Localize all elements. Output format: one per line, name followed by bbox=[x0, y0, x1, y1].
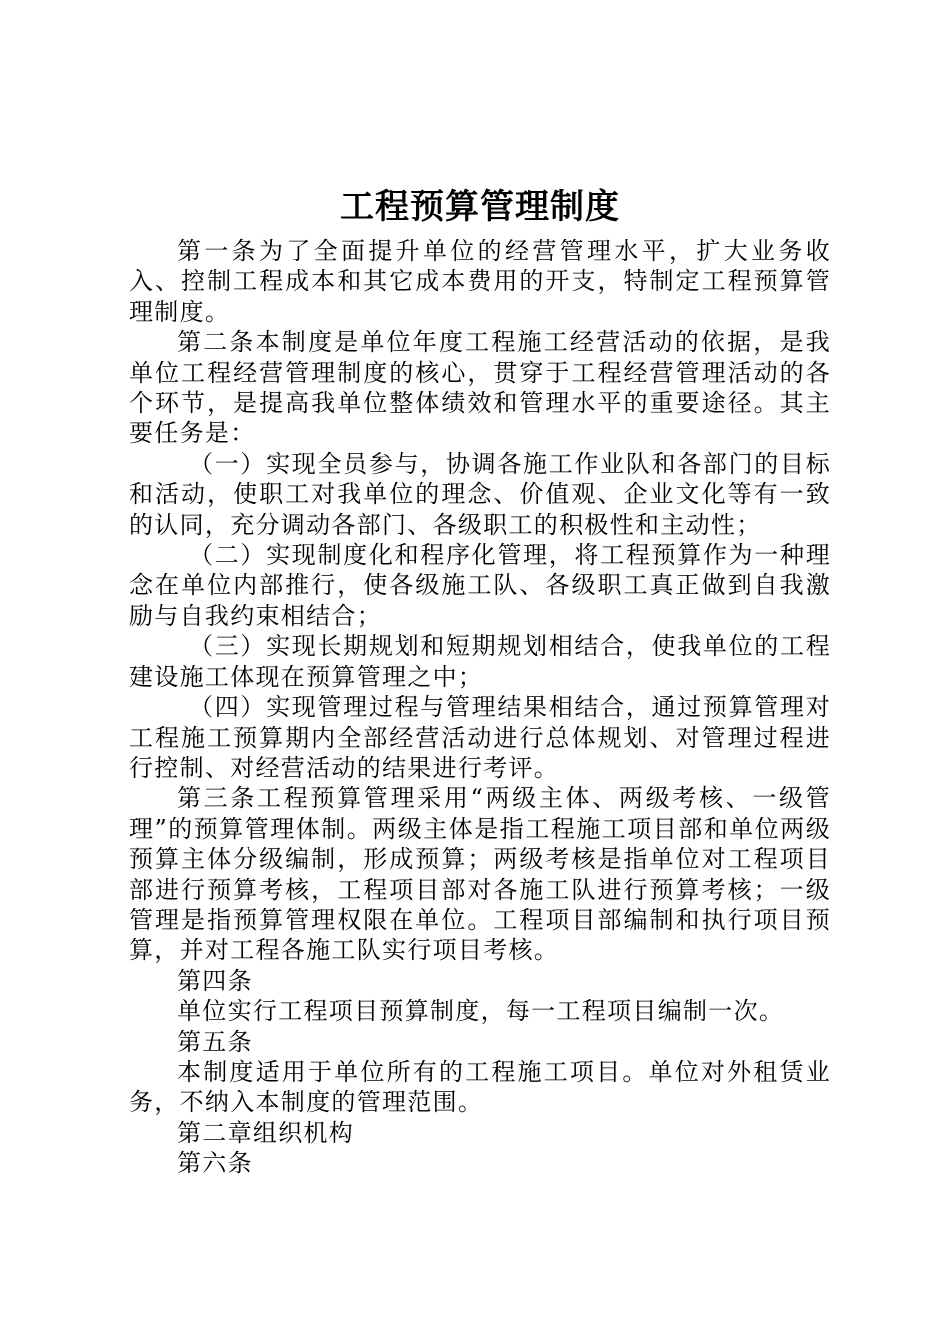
document-body bbox=[129, 184, 831, 1179]
paragraph-task-4: （四）实现管理过程与管理结果相结合，通过预算管理对工程施工预算期内全部经营活动进行总体规划、对管理过程进行控制、对经营活动的结果进行考评。 bbox=[129, 693, 831, 782]
article-4-heading: 第四条 bbox=[177, 966, 253, 995]
paragraph-task-2: （二）实现制度化和程序化管理，将工程预算作为一种理念在单位内部推行，使各级施工队、各级职工真正做到自我激励与自我约束相结合； bbox=[129, 541, 831, 630]
paragraph-task-3: （三）实现长期规划和短期规划相结合，使我单位的工程建设施工体现在预算管理之中； bbox=[129, 632, 831, 691]
paragraph-task-1: （一）实现全员参与，协调各施工作业队和各部门的目标和活动，使职工对我单位的理念、价值观、企业文化等有一致的认同，充分调动各部门、各级职工的积极性和主动性； bbox=[129, 449, 831, 539]
paragraph-article-2: 第二条本制度是单位年度工程施工经营活动的依据，是我单位工程经营管理制度的核心，贯穿于工程经营管理活动的各个环节，是提高我单位整体绩效和管理水平的重要途径。其主要任务是： bbox=[129, 328, 831, 448]
chapter-2-heading: 第二章组织机构 bbox=[177, 1118, 355, 1147]
document-title: 工程预算管理制度 bbox=[340, 187, 620, 227]
article-5-heading: 第五条 bbox=[177, 1027, 253, 1056]
paragraph-article-5: 本制度适用于单位所有的工程施工项目。单位对外租赁业务，不纳入本制度的管理范围。 bbox=[129, 1057, 831, 1117]
paragraph-article-1: 第一条为了全面提升单位的经营管理水平，扩大业务收入、控制工程成本和其它成本费用的开支，特制定工程预算管理制度。 bbox=[129, 237, 831, 326]
paragraph-article-4: 单位实行工程项目预算制度，每一工程项目编制一次。 bbox=[177, 997, 785, 1026]
article-6-heading: 第六条 bbox=[177, 1149, 253, 1178]
paragraph-article-3: 第三条工程预算管理采用“两级主体、两级考核、一级管理”的预算管理体制。两级主体是指工程施工项目部和单位两级预算主体分级编制，形成预算；两级考核是指单位对工程项目部进行预算考核，工程项目部对各施工队进行预算考核；一级管理是指预算管理权限在单位。工程项目部编制和执行项目预算，并对工程各施工队实行项目考核。 bbox=[129, 784, 831, 965]
